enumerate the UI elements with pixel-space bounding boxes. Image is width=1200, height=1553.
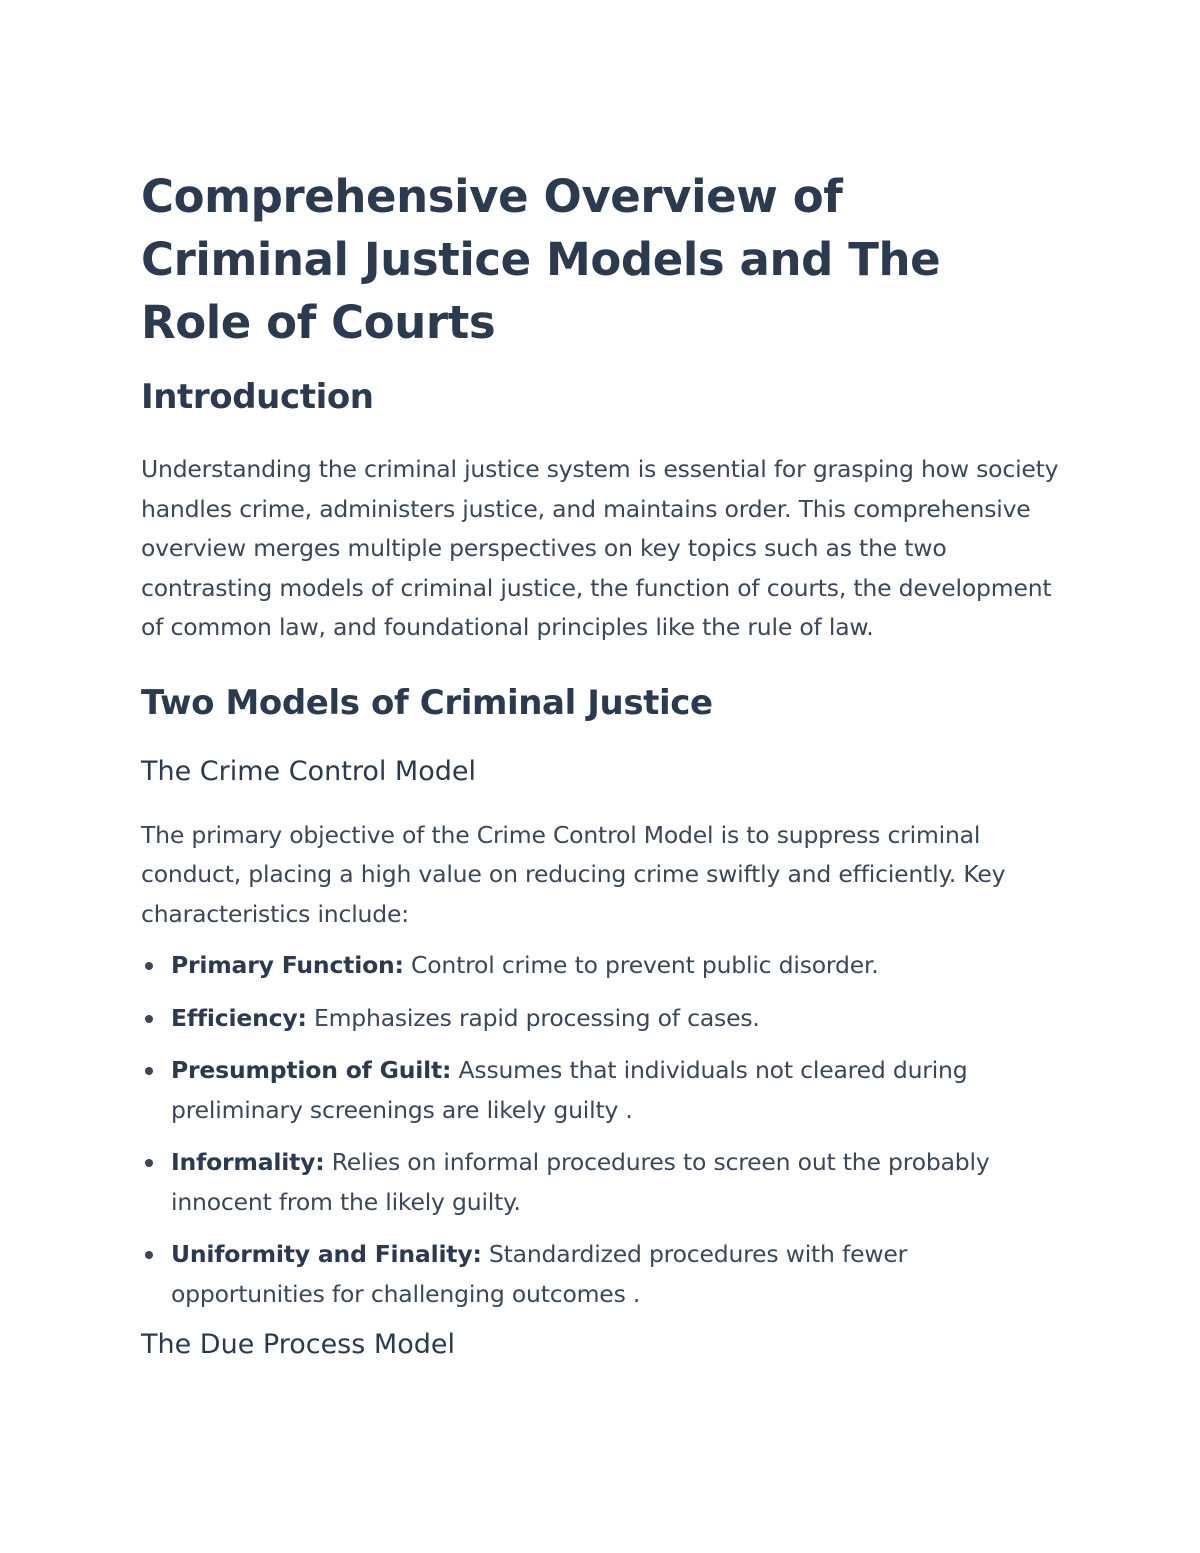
two-models-heading: Two Models of Criminal Justice: [141, 682, 713, 723]
list-item-text: Standardized procedures with fewer opportunities for challenging outcomes .: [171, 1240, 908, 1308]
list-item: [141, 1235, 1061, 1314]
crime-control-heading: The Crime Control Model: [141, 755, 476, 787]
bullet-icon: [145, 1251, 153, 1259]
due-process-heading: The Due Process Model: [141, 1329, 455, 1360]
list-item: [141, 1143, 1061, 1222]
list-item-text: Relies on informal procedures to screen out the probably innocent from the likely guilty.: [171, 1148, 990, 1216]
bullet-icon: [145, 1159, 153, 1167]
list-item-separator: :: [394, 951, 404, 979]
list-item-separator: :: [472, 1240, 482, 1268]
crime-control-characteristics-list: [141, 946, 1061, 1314]
list-item-term: Informality: [171, 1148, 316, 1176]
list-item-text: Emphasizes rapid processing of cases.: [306, 1003, 760, 1032]
introduction-heading: Introduction: [141, 377, 374, 417]
list-item-term: Uniformity and Finality: [171, 1240, 473, 1268]
list-item-term: Primary Function: [171, 951, 395, 979]
list-item-term: Presumption of Guilt: [171, 1056, 443, 1084]
bullet-icon: [145, 1067, 153, 1075]
list-item: [141, 999, 1061, 1039]
list-item-separator: :: [442, 1056, 452, 1084]
document-page: [141, 165, 1061, 1363]
document-title: Comprehensive Overview of Criminal Justice Models and The Role of Courts: [141, 170, 941, 349]
list-item-term: Efficiency: [171, 1003, 298, 1032]
bullet-icon: [145, 1015, 153, 1023]
list-item-text: Control crime to prevent public disorder.: [403, 951, 879, 979]
crime-control-paragraph: The primary objective of the Crime Control Model is to suppress criminal conduct, placing a high value on reducing crime swiftly and efficiently. Key characteristics include:: [141, 820, 1006, 928]
list-item-separator: :: [297, 1003, 307, 1032]
list-item-separator: :: [315, 1148, 325, 1176]
list-item-text: Assumes that individuals not cleared during preliminary screenings are likely guilty .: [171, 1056, 968, 1124]
bullet-icon: [145, 962, 153, 970]
list-item: [141, 946, 1061, 986]
introduction-paragraph: Understanding the criminal justice system is essential for grasping how society handles crime, administers justice, and maintains order. This comprehensive overview merges multiple perspectives on key topics such as the two contrasting models of criminal justice, the function of courts, the development of common law, and foundational principles like the rule of law.: [141, 455, 1059, 641]
list-item: [141, 1051, 1061, 1130]
